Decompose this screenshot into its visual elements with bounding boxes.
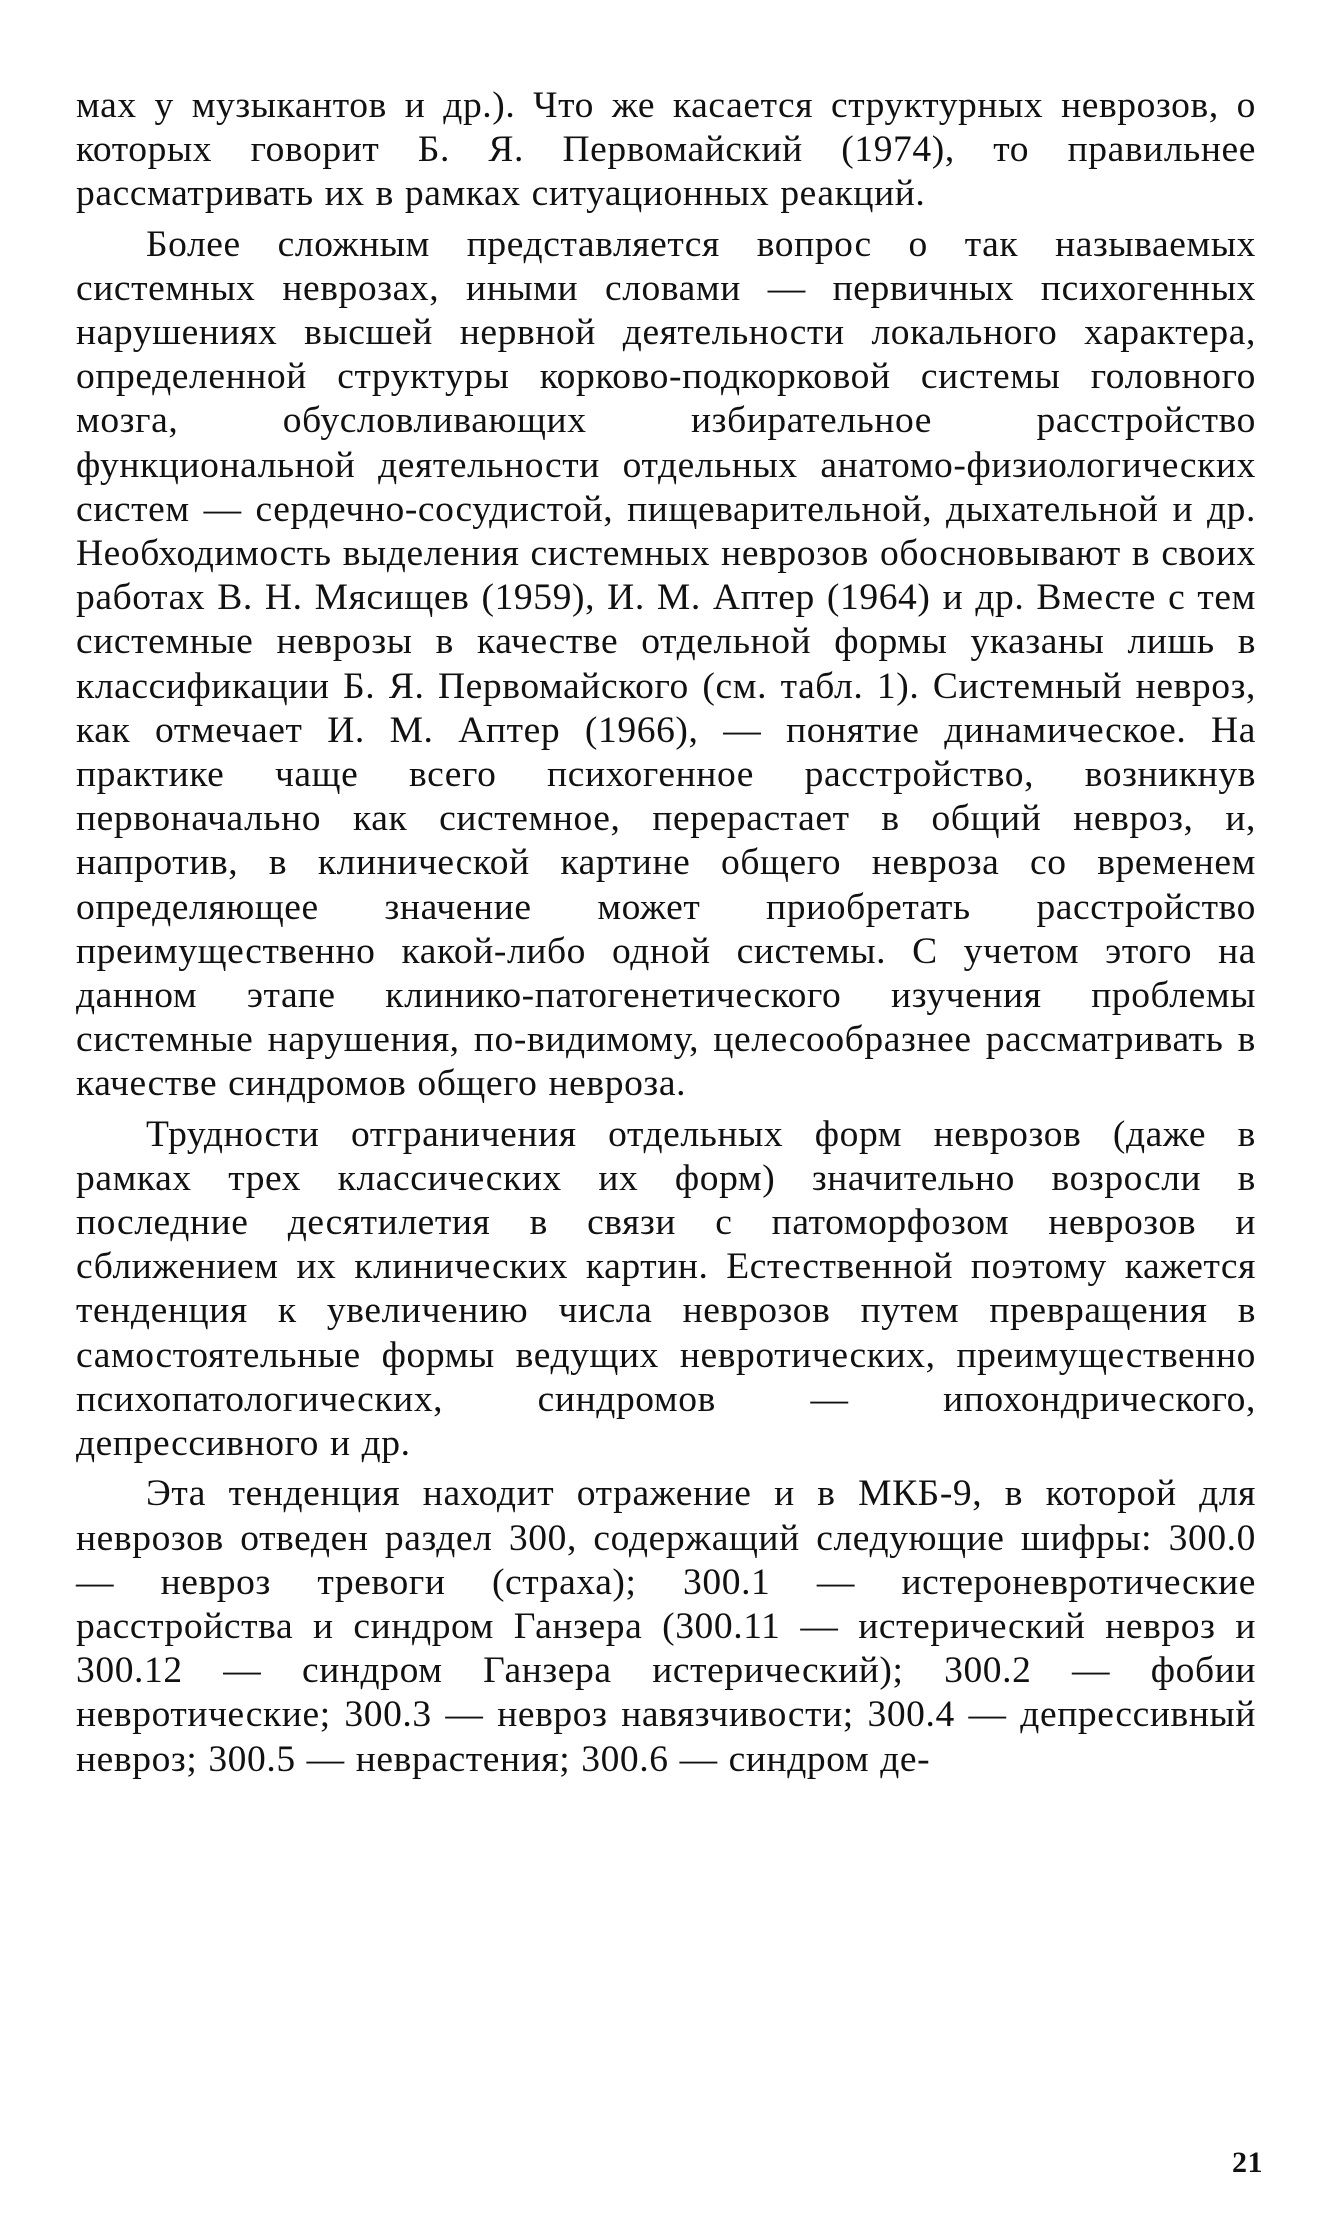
paragraph-continuation: мах у музыкантов и др.). Что же касается структурных неврозов, о которых говорит Б. Я. Первомайский (1974), то правильнее рассматривать их в рамках ситуационных реакций. (76, 85, 1256, 215)
paragraph-icd9-codes: Эта тенденция находит отражение и в МКБ-9, в которой для неврозов отведен раздел 300, содержащий следующие шифры: 300.0 — невроз тревоги (страха); 300.1 — истероневротические расстройства и синдром Ганзера (300.11 — истерический невроз и 300.12 — синдром Ганзера истерический); 300.2 — фобии невротические; 300.3 — невроз навязчивости; 300.4 — депрессивный невроз; 300.5 — неврастения; 300.6 — синдром де- (76, 1473, 1256, 1780)
page-number: 21 (1232, 2146, 1263, 2179)
page-body (76, 84, 1256, 1782)
paragraph-differentiation-difficulties: Трудности отграничения отдельных форм неврозов (даже в рамках трех классических их форм) значительно возросли в последние десятилетия в связи с патоморфозом неврозов и сближением их клинических картин. Естественной поэтому кажется тенденция к увеличению числа неврозов путем превращения в самостоятельные формы ведущих невротических, преимущественно психопатологических, синдромов — ипохондрического, депрессивного и др. (76, 1113, 1256, 1465)
paragraph-systemic-neuroses: Более сложным представляется вопрос о так называемых системных неврозах, иными словами — первичных психогенных нарушениях высшей нервной деятельности локального характера, определенной структуры корково-подкорковой системы головного мозга, обусловливающих избирательное расстройство функциональной деятельности отдельных анатомо-физиологических систем — сердечно-сосудистой, пищеварительной, дыхательной и др. Необходимость выделения системных неврозов обосновывают в своих работах В. Н. Мясищев (1959), И. М. Аптер (1964) и др. Вместе с тем системные неврозы в качестве отдельной формы указаны лишь в классификации Б. Я. Первомайского (см. табл. 1). Системный невроз, как отмечает И. М. Аптер (1966), — понятие динамическое. На практике чаще всего психогенное расстройство, возникнув первоначально как системное, перерастает в общий невроз, и, напротив, в клинической картине общего невроза со временем определяющее значение может приобретать расстройство преимущественно какой-либо одной системы. С учетом этого на данном этапе клинико-патогенетического изучения проблемы системные нарушения, по-видимому, целесообразнее рассматривать в качестве синдромов общего невроза. (76, 223, 1256, 1105)
